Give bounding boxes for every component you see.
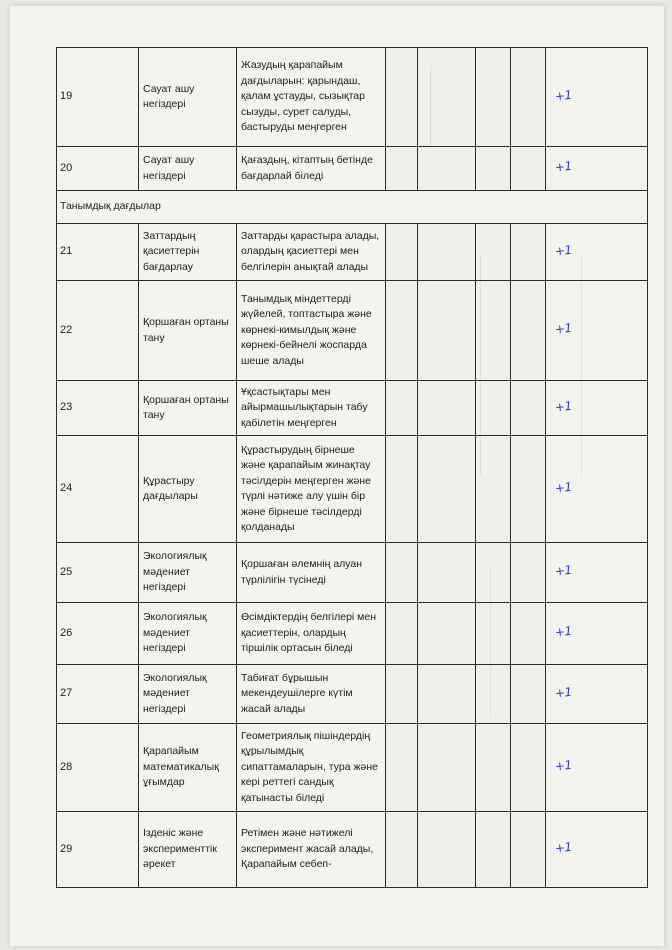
mark-cell — [546, 543, 648, 603]
empty-cell — [476, 603, 511, 665]
empty-cell — [476, 147, 511, 191]
empty-cell — [476, 543, 511, 603]
empty-cell — [418, 665, 476, 724]
empty-cell — [386, 543, 418, 603]
assessment-table — [56, 47, 648, 888]
empty-cell — [511, 147, 546, 191]
criterion-cell: Жазудың қарапайым дағдыларын: қарындаш, қалам ұстауды, сызықтар сызуды, сурет салуды, бастыруды меңгерген — [237, 48, 386, 147]
handwritten-mark: +1 — [554, 321, 573, 337]
row-number: 22 — [57, 281, 139, 381]
row-number: 24 — [57, 436, 139, 543]
empty-cell — [386, 224, 418, 281]
empty-cell — [418, 724, 476, 812]
criterion-cell: Қағаздың, кітаптың бетінде бағдарлай біледі — [237, 147, 386, 191]
subject-cell: Сауат ашу негіздері — [139, 147, 237, 191]
handwritten-mark: +1 — [554, 159, 573, 175]
subject-cell: Заттардың қасиеттерін бағдарлау — [139, 224, 237, 281]
empty-cell — [418, 48, 476, 147]
empty-cell — [476, 812, 511, 888]
subject-cell: Экологиялық мәдениет негіздері — [139, 543, 237, 603]
row-number: 21 — [57, 224, 139, 281]
rows-after-section — [57, 224, 648, 888]
empty-cell — [476, 665, 511, 724]
empty-cell — [511, 543, 546, 603]
subject-cell: Сауат ашу негіздері — [139, 48, 237, 147]
criterion-cell: Құрастырудың бірнеше және қарапайым жинақтау тәсілдерін меңгерген және түрлі нәтиже алу үшін бір және бірнеше тәсілдерді қолданады — [237, 436, 386, 543]
empty-cell — [476, 48, 511, 147]
empty-cell — [418, 436, 476, 543]
mark-cell — [546, 436, 648, 543]
handwritten-mark: +1 — [554, 758, 573, 774]
row-number: 25 — [57, 543, 139, 603]
subject-cell: Ізденіс және эксперименттік әрекет — [139, 812, 237, 888]
handwritten-mark: +1 — [554, 479, 573, 496]
empty-cell — [418, 543, 476, 603]
mark-cell — [546, 147, 648, 191]
criterion-cell: Ұқсастықтары мен айырмашылықтарын табу қабілетін меңгерген — [237, 381, 386, 436]
handwritten-mark: +1 — [554, 840, 573, 856]
empty-cell — [386, 436, 418, 543]
subject-cell: Экологиялық мәдениет негіздері — [139, 603, 237, 665]
empty-cell — [386, 48, 418, 147]
mark-cell — [546, 48, 648, 147]
table-row — [57, 281, 648, 381]
empty-cell — [476, 436, 511, 543]
empty-cell — [476, 281, 511, 381]
mark-cell — [546, 665, 648, 724]
row-number: 27 — [57, 665, 139, 724]
empty-cell — [476, 381, 511, 436]
criterion-cell: Табиғат бұрышын мекендеушілерге күтім жасай алады — [237, 665, 386, 724]
mark-cell — [546, 603, 648, 665]
table-row — [57, 724, 648, 812]
handwritten-mark: +1 — [554, 398, 573, 415]
subject-cell: Қоршаған ортаны тану — [139, 281, 237, 381]
criterion-cell: Қоршаған әлемнің алуан түрлілігін түсінеді — [237, 543, 386, 603]
table-row — [57, 603, 648, 665]
empty-cell — [418, 812, 476, 888]
mark-cell — [546, 281, 648, 381]
row-number: 29 — [57, 812, 139, 888]
empty-cell — [511, 381, 546, 436]
criterion-cell: Заттарды қарастыра алады, олардың қасиеттері мен белгілерін анықтай алады — [237, 224, 386, 281]
mark-cell — [546, 381, 648, 436]
empty-cell — [418, 147, 476, 191]
empty-cell — [386, 665, 418, 724]
table-row — [57, 224, 648, 281]
table-row — [57, 543, 648, 603]
subject-cell: Құрастыру дағдылары — [139, 436, 237, 543]
row-number: 23 — [57, 381, 139, 436]
row-number: 28 — [57, 724, 139, 812]
section-header-group — [57, 191, 648, 224]
handwritten-mark: +1 — [554, 563, 573, 579]
empty-cell — [386, 812, 418, 888]
mark-cell — [546, 724, 648, 812]
handwritten-mark: +1 — [554, 684, 573, 701]
empty-cell — [511, 436, 546, 543]
subject-cell: Қоршаған ортаны тану — [139, 381, 237, 436]
table-row — [57, 665, 648, 724]
empty-cell — [511, 281, 546, 381]
empty-cell — [511, 812, 546, 888]
table-row — [57, 147, 648, 191]
section-header-row — [57, 191, 648, 224]
empty-cell — [418, 224, 476, 281]
empty-cell — [511, 603, 546, 665]
empty-cell — [386, 603, 418, 665]
mark-cell — [546, 224, 648, 281]
empty-cell — [386, 381, 418, 436]
empty-cell — [386, 147, 418, 191]
section-title: Танымдық дағдылар — [57, 191, 648, 224]
row-number: 26 — [57, 603, 139, 665]
subject-cell: Қарапайым математикалық ұғымдар — [139, 724, 237, 812]
empty-cell — [511, 724, 546, 812]
empty-cell — [476, 724, 511, 812]
empty-cell — [511, 224, 546, 281]
handwritten-mark: +1 — [554, 242, 573, 259]
criterion-cell: Танымдық міндеттерді жүйелей, топтастыра және көрнекі-кимылдық және көрнекі-бейнелі жоспарда шеше алады — [237, 281, 386, 381]
empty-cell — [511, 48, 546, 147]
criterion-cell: Өсімдіктердің белгілері мен қасиеттерін, олардың тіршілік ортасын біледі — [237, 603, 386, 665]
handwritten-mark: +1 — [554, 624, 573, 640]
table-row — [57, 436, 648, 543]
handwritten-mark: +1 — [554, 87, 573, 104]
criterion-cell: Геометриялық пішіндердің құрылымдық сипаттамаларын, тура және кері реттегі сандық қатынасты біледі — [237, 724, 386, 812]
criterion-cell: Ретімен және нәтижелі эксперимент жасай алады, Қарапайым себеп- — [237, 812, 386, 888]
table-row — [57, 48, 648, 147]
empty-cell — [418, 603, 476, 665]
empty-cell — [418, 381, 476, 436]
subject-cell: Экологиялық мәдениет негіздері — [139, 665, 237, 724]
empty-cell — [386, 281, 418, 381]
empty-cell — [476, 224, 511, 281]
row-number: 20 — [57, 147, 139, 191]
table-row — [57, 381, 648, 436]
rows-before-section — [57, 48, 648, 191]
row-number: 19 — [57, 48, 139, 147]
mark-cell — [546, 812, 648, 888]
table-row — [57, 812, 648, 888]
empty-cell — [418, 281, 476, 381]
empty-cell — [511, 665, 546, 724]
empty-cell — [386, 724, 418, 812]
